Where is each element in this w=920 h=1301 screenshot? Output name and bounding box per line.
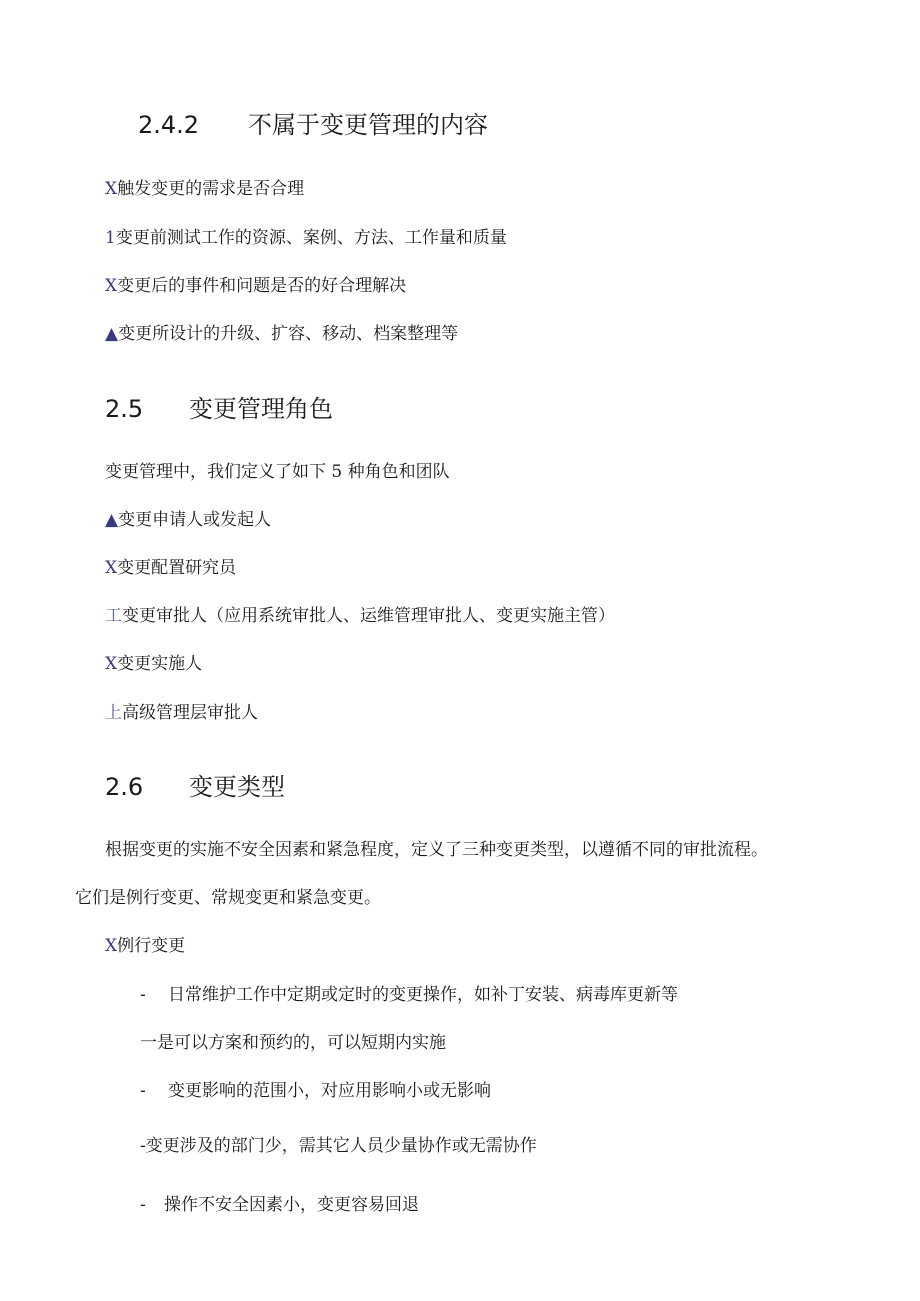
list-item [105,652,202,676]
list-marker: 上 [105,703,122,723]
sub-list-item-text: 操作不安全因素小，变更容易回退 [164,1195,419,1215]
list-item [105,274,406,298]
list-marker: X [105,654,118,674]
list-item [105,934,185,958]
section-heading-2-6 [105,772,285,802]
section-heading-2-5 [105,394,333,424]
list-item [105,701,258,725]
paragraph-line: 根据变更的实施不安全因素和紧急程度，定义了三种变更类型，以遵循不同的审批流程。 [105,840,768,860]
paragraph-line: 它们是例行变更、常规变更和紧急变更。 [75,888,381,908]
sub-list-marker: - [140,985,146,1005]
list-marker: X [105,558,118,578]
sub-list-item [140,1079,491,1103]
list-item-text: 变更申请人或发起人 [118,510,272,530]
section-title: 变更类型 [189,773,285,801]
list-item [105,508,271,532]
sub-list-item-text: -变更涉及的部门少，需其它人员少量协作或无需协作 [140,1136,537,1156]
list-item-text: 变更审批人（应用系统审批人、运维管理审批人、变更实施主管） [122,606,615,626]
sub-list-marker: - [140,1081,146,1101]
list-item [105,177,304,201]
list-item [105,556,236,580]
sub-list-item [140,983,678,1007]
list-item [105,322,458,346]
section-title: 不属于变更管理的内容 [248,111,488,139]
list-marker: 工 [105,606,122,626]
list-item-text: 触发变更的需求是否合理 [117,179,305,199]
list-marker: ▲ [105,510,119,530]
list-item-text: 例行变更 [117,936,186,956]
list-marker: ▲ [105,324,119,344]
sub-list-item-text: 一是可以方案和预约的，可以短期内实施 [140,1033,446,1053]
sub-list-item-text: 变更影响的范围小，对应用影响小或无影响 [168,1081,491,1101]
section-intro: 变更管理中，我们定义了如下 5 种角色和团队 [105,462,450,482]
list-marker: 1 [105,228,116,248]
section-number: 2.5 [105,395,144,423]
section-title: 变更管理角色 [189,395,333,423]
section-number: 2.4.2 [138,111,200,139]
list-item-text: 变更实施人 [117,654,203,674]
section-heading-2-4-2 [138,110,488,140]
list-item-text: 变更配置研究员 [117,558,237,578]
section-number: 2.6 [105,773,144,801]
list-item-text: 变更所设计的升级、扩容、移动、档案整理等 [118,324,459,344]
sub-list-item [140,1193,419,1217]
list-item-text: 变更后的事件和问题是否的好合理解决 [117,276,407,296]
list-marker: X [105,179,118,199]
list-item [105,604,615,628]
sub-list-item [140,1031,446,1055]
list-item [105,226,507,250]
list-item-text: 变更前测试工作的资源、案例、方法、工作量和质量 [115,228,507,248]
list-item-text: 高级管理层审批人 [122,703,258,723]
sub-list-item [140,1134,537,1158]
list-marker: X [105,936,118,956]
list-marker: X [105,276,118,296]
sub-list-item-text: 日常维护工作中定期或定时的变更操作，如补丁安装、病毒库更新等 [168,985,678,1005]
sub-list-marker: - [140,1195,146,1215]
